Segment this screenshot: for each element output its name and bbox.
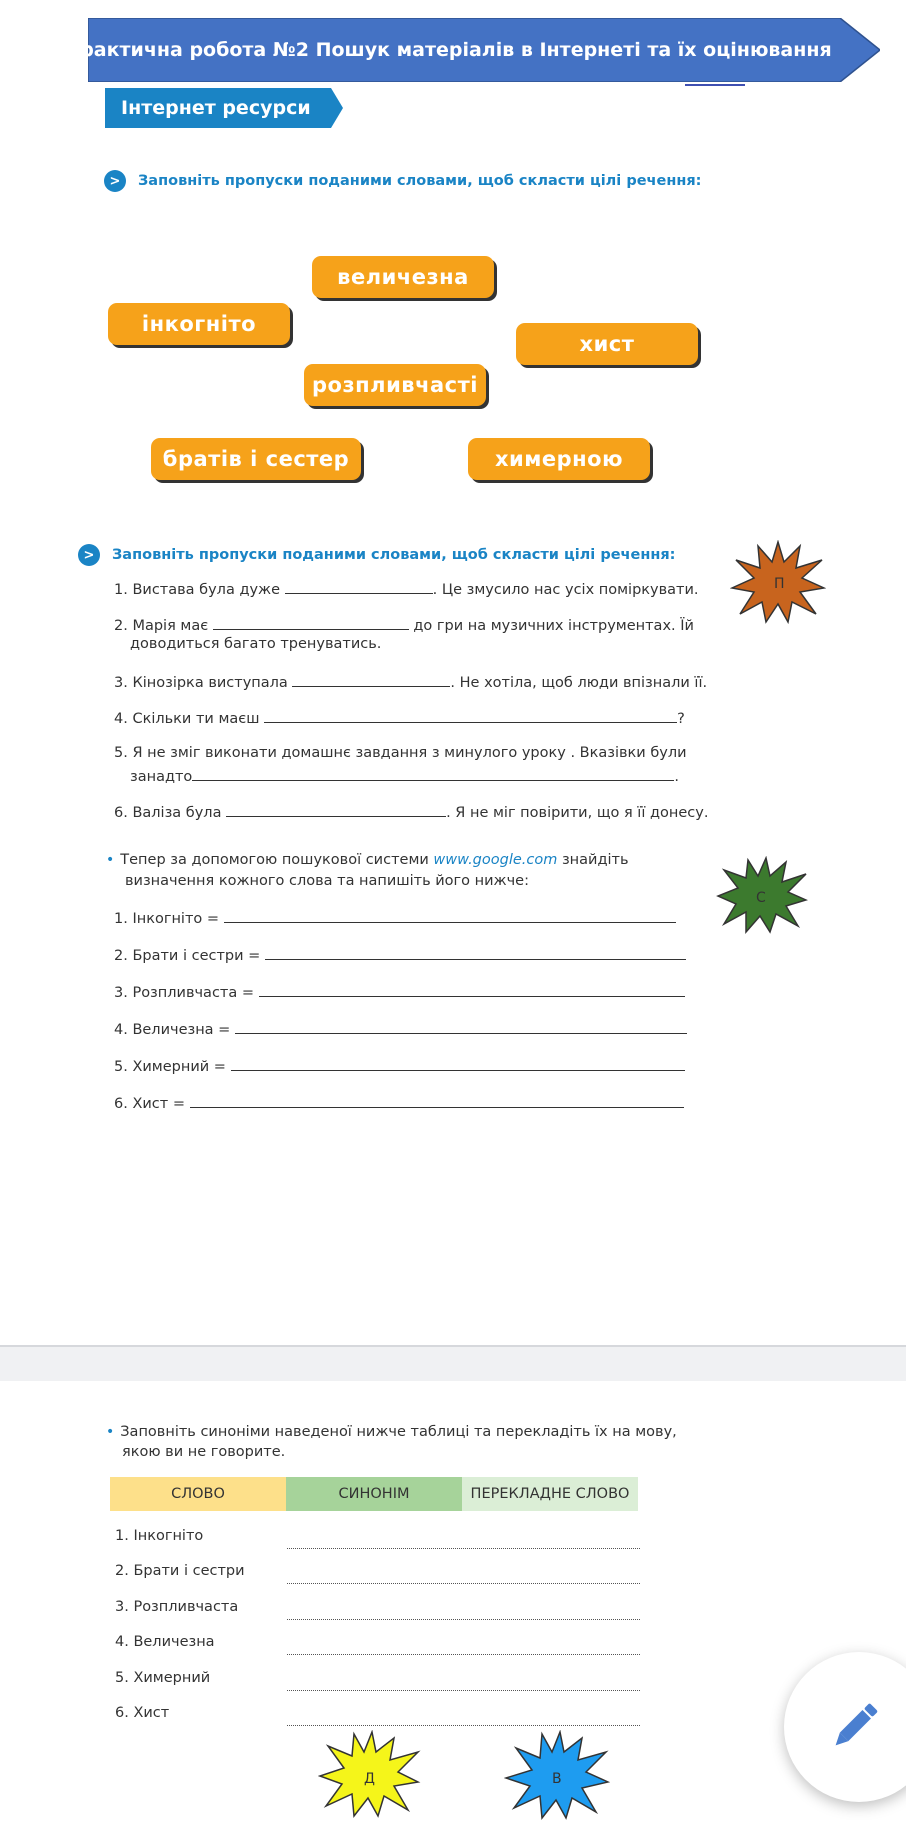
definition-label: 3. Розпливчаста = — [114, 985, 255, 1001]
starburst-s — [716, 856, 808, 934]
definition-label: 6. Хист = — [114, 1096, 185, 1112]
definition-label: 1. Інкогніто = — [114, 911, 220, 927]
answer-blank[interactable] — [190, 1093, 684, 1108]
sentence-1-after: . Це змусило нас усіх поміркувати. — [432, 582, 699, 598]
star-v-label: В — [552, 1771, 562, 1787]
decorative-line — [685, 84, 745, 86]
word-chip-rozplyvchasti: розпливчасті — [304, 364, 486, 406]
word-chip-velychezna: величезна — [312, 256, 494, 298]
definition-item-1 — [114, 908, 676, 927]
word-chip-inkognito: інкогніто — [108, 303, 290, 345]
answer-blank[interactable] — [224, 908, 676, 923]
answer-line[interactable] — [287, 1654, 640, 1655]
answer-line[interactable] — [287, 1725, 640, 1726]
section1-instruction — [104, 170, 701, 192]
answer-blank[interactable] — [264, 708, 677, 723]
ribbon-title: Інтернет ресурси — [121, 97, 311, 119]
table-row: 1. Інкогніто — [115, 1528, 204, 1544]
starburst-p — [730, 540, 826, 624]
star-s-label: С — [756, 890, 766, 906]
table-row: 6. Хист — [115, 1705, 170, 1721]
answer-blank[interactable] — [213, 615, 409, 630]
answer-blank[interactable] — [259, 982, 685, 997]
definition-label: 4. Величезна = — [114, 1022, 231, 1038]
sentence-2-after: до гри на музичних інструментах. Їй — [413, 618, 694, 634]
sentence-6-after: . Я не міг повірити, що я її донесу. — [446, 805, 709, 821]
arrow-icon: > — [78, 544, 100, 566]
sentence-6 — [114, 802, 708, 821]
sentence-1 — [114, 579, 699, 598]
column-header-synonym: СИНОНІМ — [286, 1477, 462, 1511]
section2-instruction — [78, 544, 675, 566]
definition-item-3 — [114, 982, 685, 1001]
word-chip-hyst: хист — [516, 323, 698, 365]
star-d-label: Д — [364, 1771, 375, 1787]
section3-text-after: знайдіть — [561, 852, 629, 868]
section4-instruction — [106, 1424, 677, 1440]
section1-instruction-text: Заповніть пропуски поданими словами, щоб скласти цілі речення: — [138, 173, 702, 189]
answer-line[interactable] — [287, 1690, 640, 1691]
definition-item-2 — [114, 945, 686, 964]
section2-instruction-text: Заповніть пропуски поданими словами, щоб скласти цілі речення: — [112, 547, 676, 563]
arrow-icon: > — [104, 170, 126, 192]
sentence-3-before: 3. Кінозірка виступала — [114, 675, 288, 691]
section4-line2: якою ви не говорите. — [122, 1444, 286, 1460]
pencil-icon — [824, 1697, 884, 1757]
answer-blank[interactable] — [226, 802, 446, 817]
section3-instruction-line2: визначення кожного слова та напишіть його нижче: — [125, 873, 529, 889]
definition-label: 5. Химерний = — [114, 1059, 226, 1075]
sentence-3-after: . Не хотіла, щоб люди впізнали її. — [450, 675, 708, 691]
sentence-5-end: . — [674, 769, 679, 785]
table-row: 3. Розпливчаста — [115, 1599, 239, 1615]
word-chip-brativ-i-sester: братів і сестер — [151, 438, 361, 480]
sentence-2-before: 2. Марія має — [114, 618, 209, 634]
answer-line[interactable] — [287, 1548, 640, 1549]
sentence-6-before: 6. Валіза була — [114, 805, 222, 821]
sentence-1-before: 1. Вистава була дуже — [114, 582, 281, 598]
google-link[interactable]: www.google.com — [433, 852, 558, 868]
section-ribbon — [105, 88, 343, 128]
table-row: 5. Химерний — [115, 1670, 211, 1686]
sentence-5-line2 — [130, 766, 679, 785]
table-header — [110, 1477, 638, 1511]
starburst-v — [504, 1730, 610, 1820]
section3-text-before: Тепер за допомогою пошукової системи — [120, 852, 429, 868]
answer-blank[interactable] — [285, 579, 433, 594]
definition-item-6 — [114, 1093, 684, 1112]
answer-blank[interactable] — [231, 1056, 685, 1071]
sentence-4-after: ? — [677, 711, 685, 727]
answer-line[interactable] — [287, 1583, 640, 1584]
bullet-icon: • — [106, 852, 115, 868]
answer-blank[interactable] — [192, 766, 674, 781]
sentence-2-line2: доводиться багато тренуватись. — [130, 636, 382, 652]
answer-blank[interactable] — [265, 945, 686, 960]
section4-line1: Заповніть синоніми наведеної нижче таблиці та перекладіть їх на мову, — [120, 1424, 677, 1440]
edit-fab-button[interactable] — [784, 1652, 906, 1802]
section3-instruction — [106, 852, 629, 868]
definition-item-5 — [114, 1056, 685, 1075]
table-row: 4. Величезна — [115, 1634, 215, 1650]
sentence-2 — [114, 615, 694, 634]
sentence-3 — [114, 672, 707, 691]
definition-item-4 — [114, 1019, 687, 1038]
definition-label: 2. Брати і сестри = — [114, 948, 261, 964]
word-chip-khymernoyu: химерною — [468, 438, 650, 480]
sentence-5: 5. Я не зміг виконати домашнє завдання з минулого уроку . Вказівки були — [114, 745, 687, 761]
answer-line[interactable] — [287, 1619, 640, 1620]
table-row: 2. Брати і сестри — [115, 1563, 245, 1579]
star-p-label: П — [774, 576, 785, 592]
column-header-word: СЛОВО — [110, 1477, 286, 1511]
column-header-translation: ПЕРЕКЛАДНЕ СЛОВО — [462, 1477, 638, 1511]
page-divider — [0, 1345, 906, 1381]
sentence-4-before: 4. Скільки ти маєш — [114, 711, 260, 727]
page-title: Практична робота №2 Пошук матеріалів в Інтернеті та їх оцінювання — [64, 39, 832, 61]
bullet-icon: • — [106, 1424, 115, 1440]
answer-blank[interactable] — [292, 672, 450, 687]
starburst-d — [318, 1730, 422, 1818]
sentence-5-line2-text: занадто — [130, 769, 193, 785]
answer-blank[interactable] — [235, 1019, 687, 1034]
title-banner — [64, 18, 880, 82]
sentence-4 — [114, 708, 685, 727]
